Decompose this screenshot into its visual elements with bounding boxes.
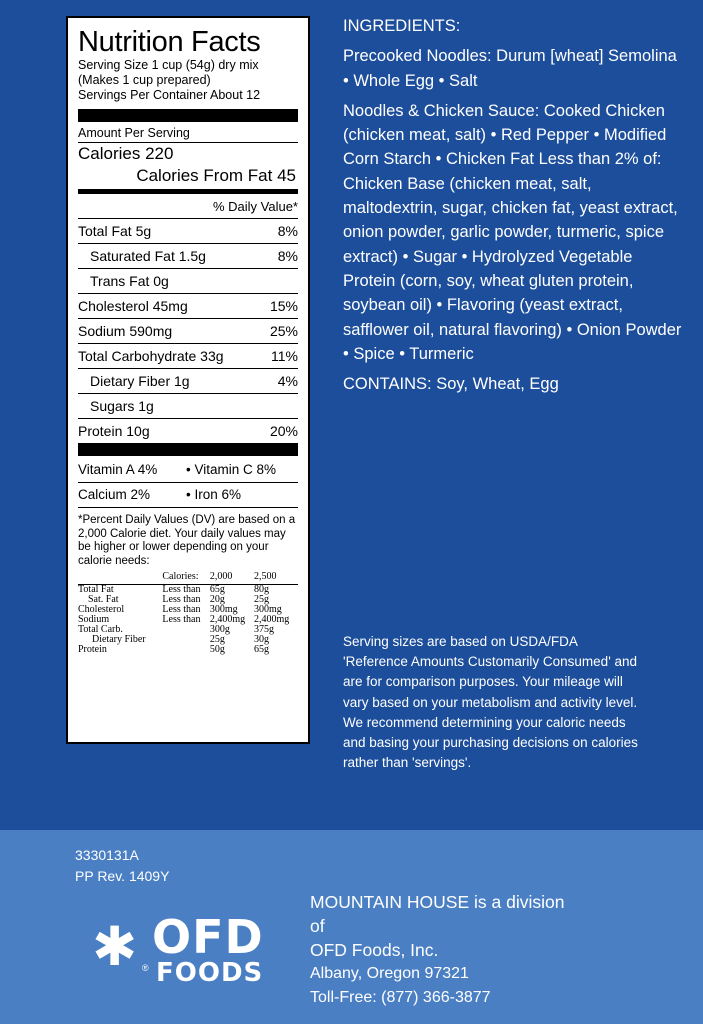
registered-icon: ® bbox=[142, 963, 149, 973]
makes-note: (Makes 1 cup prepared) bbox=[78, 73, 211, 87]
nutrient-dv: 20% bbox=[269, 423, 298, 439]
table-cell: 65g bbox=[209, 584, 225, 595]
table-cell: Less than bbox=[162, 584, 201, 595]
address-line: OFD Foods, Inc. bbox=[310, 940, 439, 960]
nutrient-label: Sugars 1g bbox=[90, 398, 154, 414]
table-cell: 300mg bbox=[253, 604, 282, 615]
table-cell: Less than bbox=[162, 604, 201, 615]
daily-value-table bbox=[78, 570, 298, 655]
table-cell: 2,500 bbox=[254, 570, 298, 585]
daily-value-header: % Daily Value* bbox=[78, 196, 298, 219]
nutrient-dv: 25% bbox=[269, 323, 298, 339]
table-cell: 25g bbox=[209, 634, 225, 645]
calories: Calories 220 bbox=[78, 144, 174, 163]
table-cell: 300mg bbox=[209, 604, 238, 615]
table-cell bbox=[78, 570, 162, 585]
table-cell: 2,400mg bbox=[209, 614, 246, 625]
nutrient-row bbox=[78, 269, 298, 294]
product-codes bbox=[75, 845, 169, 887]
nutrient-label: Protein 10g bbox=[78, 423, 150, 439]
table-cell: Calories: bbox=[162, 570, 210, 585]
table-cell: 80g bbox=[253, 584, 269, 595]
table-cell: Sodium bbox=[78, 614, 110, 625]
table-cell: Total Carb. bbox=[78, 624, 123, 635]
table-cell: 300g bbox=[209, 624, 230, 635]
calcium: Calcium 2% bbox=[78, 487, 151, 502]
vitamin-row bbox=[78, 458, 298, 483]
allergen-contains: CONTAINS: Soy, Wheat, Egg bbox=[343, 375, 559, 394]
daily-value-footnote: *Percent Daily Values (DV) are based on a 2,000 Calorie diet. Your daily values may be higher or lower depending on your calorie needs: bbox=[78, 514, 296, 567]
nutrient-label: Cholesterol 45mg bbox=[78, 298, 188, 314]
table-cell bbox=[162, 625, 210, 635]
nutrient-dv: 8% bbox=[277, 248, 298, 264]
nutrient-label: Total Fat 5g bbox=[78, 223, 152, 239]
table-cell: 25g bbox=[253, 594, 269, 605]
divider-thick bbox=[78, 443, 298, 456]
ingredients-heading: INGREDIENTS: bbox=[343, 17, 461, 35]
serving-size: Serving Size 1 cup (54g) dry mix bbox=[78, 58, 259, 72]
company-address bbox=[310, 890, 640, 1010]
logo-foods-text: FOODS bbox=[156, 958, 264, 988]
nutrient-row bbox=[78, 244, 298, 269]
table-header bbox=[78, 570, 298, 585]
nutrient-label: Saturated Fat 1.5g bbox=[90, 248, 206, 264]
nutrient-row bbox=[78, 219, 298, 244]
nutrient-label: Trans Fat 0g bbox=[90, 273, 169, 289]
nutrient-dv: 11% bbox=[271, 348, 298, 364]
ingredients-sauce: Noodles & Chicken Sauce: Cooked Chicken (chicken meat, salt) • Red Pepper • Modified Corn Starch • Chicken Fat Less than 2% of: Chicken Base (chicken meat, salt, maltodextrin, sugar, chicken fat, yeast extract, onion powder, garlic powder, turmeric, spice extract) • Sugar • Hydrolyzed Vegetable Protein (corn, soy, wheat gluten protein, soybean oil) • Flavoring (yeast extract, safflower oil, natural flavoring) • Onion Powder • Spice • Turmeric bbox=[343, 101, 682, 363]
nutrient-label: Total Carbohydrate 33g bbox=[78, 348, 224, 364]
nutrient-row bbox=[78, 344, 298, 369]
mineral-row bbox=[78, 483, 298, 508]
vitamin-c: • Vitamin C 8% bbox=[186, 462, 277, 477]
product-code: 3330131A bbox=[75, 847, 139, 863]
table-cell: 2,400mg bbox=[253, 614, 290, 625]
table-cell: 20g bbox=[209, 594, 225, 605]
table-cell: 30g bbox=[253, 634, 269, 645]
address-line: MOUNTAIN HOUSE is a division bbox=[310, 892, 565, 912]
nutrient-label: Dietary Fiber 1g bbox=[90, 373, 190, 389]
table-cell bbox=[162, 635, 210, 645]
iron: • Iron 6% bbox=[186, 487, 242, 502]
nutrient-row bbox=[78, 294, 298, 319]
revision-code: PP Rev. 1409Y bbox=[75, 868, 170, 884]
table-cell: Dietary Fiber bbox=[92, 634, 146, 645]
table-cell: Less than bbox=[162, 594, 201, 605]
table-cell: Protein bbox=[78, 644, 107, 655]
table-cell bbox=[162, 645, 210, 655]
nutrient-row bbox=[78, 369, 298, 394]
table-cell: 375g bbox=[253, 624, 274, 635]
address-line: Albany, Oregon 97321 bbox=[310, 965, 469, 982]
table-cell: Cholesterol bbox=[78, 604, 125, 615]
table-cell: 65g bbox=[253, 644, 269, 655]
serving-size-disclaimer: Serving sizes are based on USDA/FDA 'Reference Amounts Customarily Consumed' and are for comparison purposes. Your mileage will vary based on your metabolism and activity level. We recommend determining your caloric needs and basing your purchasing decisions on calories rather than 'servings'. bbox=[343, 634, 638, 771]
table-cell: Less than bbox=[162, 614, 201, 625]
servings-per-container: Servings Per Container About 12 bbox=[78, 88, 261, 102]
snowflake-icon: ✱ bbox=[92, 917, 138, 977]
table-cell: Sat. Fat bbox=[88, 594, 119, 605]
vitamin-a: Vitamin A 4% bbox=[78, 462, 158, 477]
nutrition-title: Nutrition Facts bbox=[78, 26, 261, 58]
table-cell: 2,000 bbox=[210, 570, 254, 585]
divider-medium bbox=[78, 189, 298, 194]
nutrient-row bbox=[78, 419, 298, 443]
address-line: of bbox=[310, 916, 325, 936]
nutrient-row bbox=[78, 394, 298, 419]
ofd-foods-logo bbox=[92, 910, 272, 995]
nutrition-facts-label bbox=[66, 16, 310, 744]
table-row bbox=[78, 645, 298, 655]
nutrient-row bbox=[78, 319, 298, 344]
ingredients-noodles: Precooked Noodles: Durum [wheat] Semolina • Whole Egg • Salt bbox=[343, 47, 677, 90]
nutrient-dv: 4% bbox=[277, 373, 298, 389]
calories-from-fat: Calories From Fat 45 bbox=[136, 166, 296, 185]
divider-thick bbox=[78, 109, 298, 122]
toll-free-phone: Toll-Free: (877) 366-3877 bbox=[310, 989, 491, 1006]
amount-per-serving: Amount Per Serving bbox=[78, 124, 298, 143]
ingredients-section bbox=[343, 14, 683, 402]
nutrient-label: Sodium 590mg bbox=[78, 323, 173, 339]
nutrient-dv: 15% bbox=[269, 298, 298, 314]
nutrient-dv: 8% bbox=[277, 223, 298, 239]
table-cell: 50g bbox=[209, 644, 225, 655]
logo-ofd-text: OFD bbox=[152, 910, 264, 964]
table-cell: Total Fat bbox=[78, 584, 114, 595]
